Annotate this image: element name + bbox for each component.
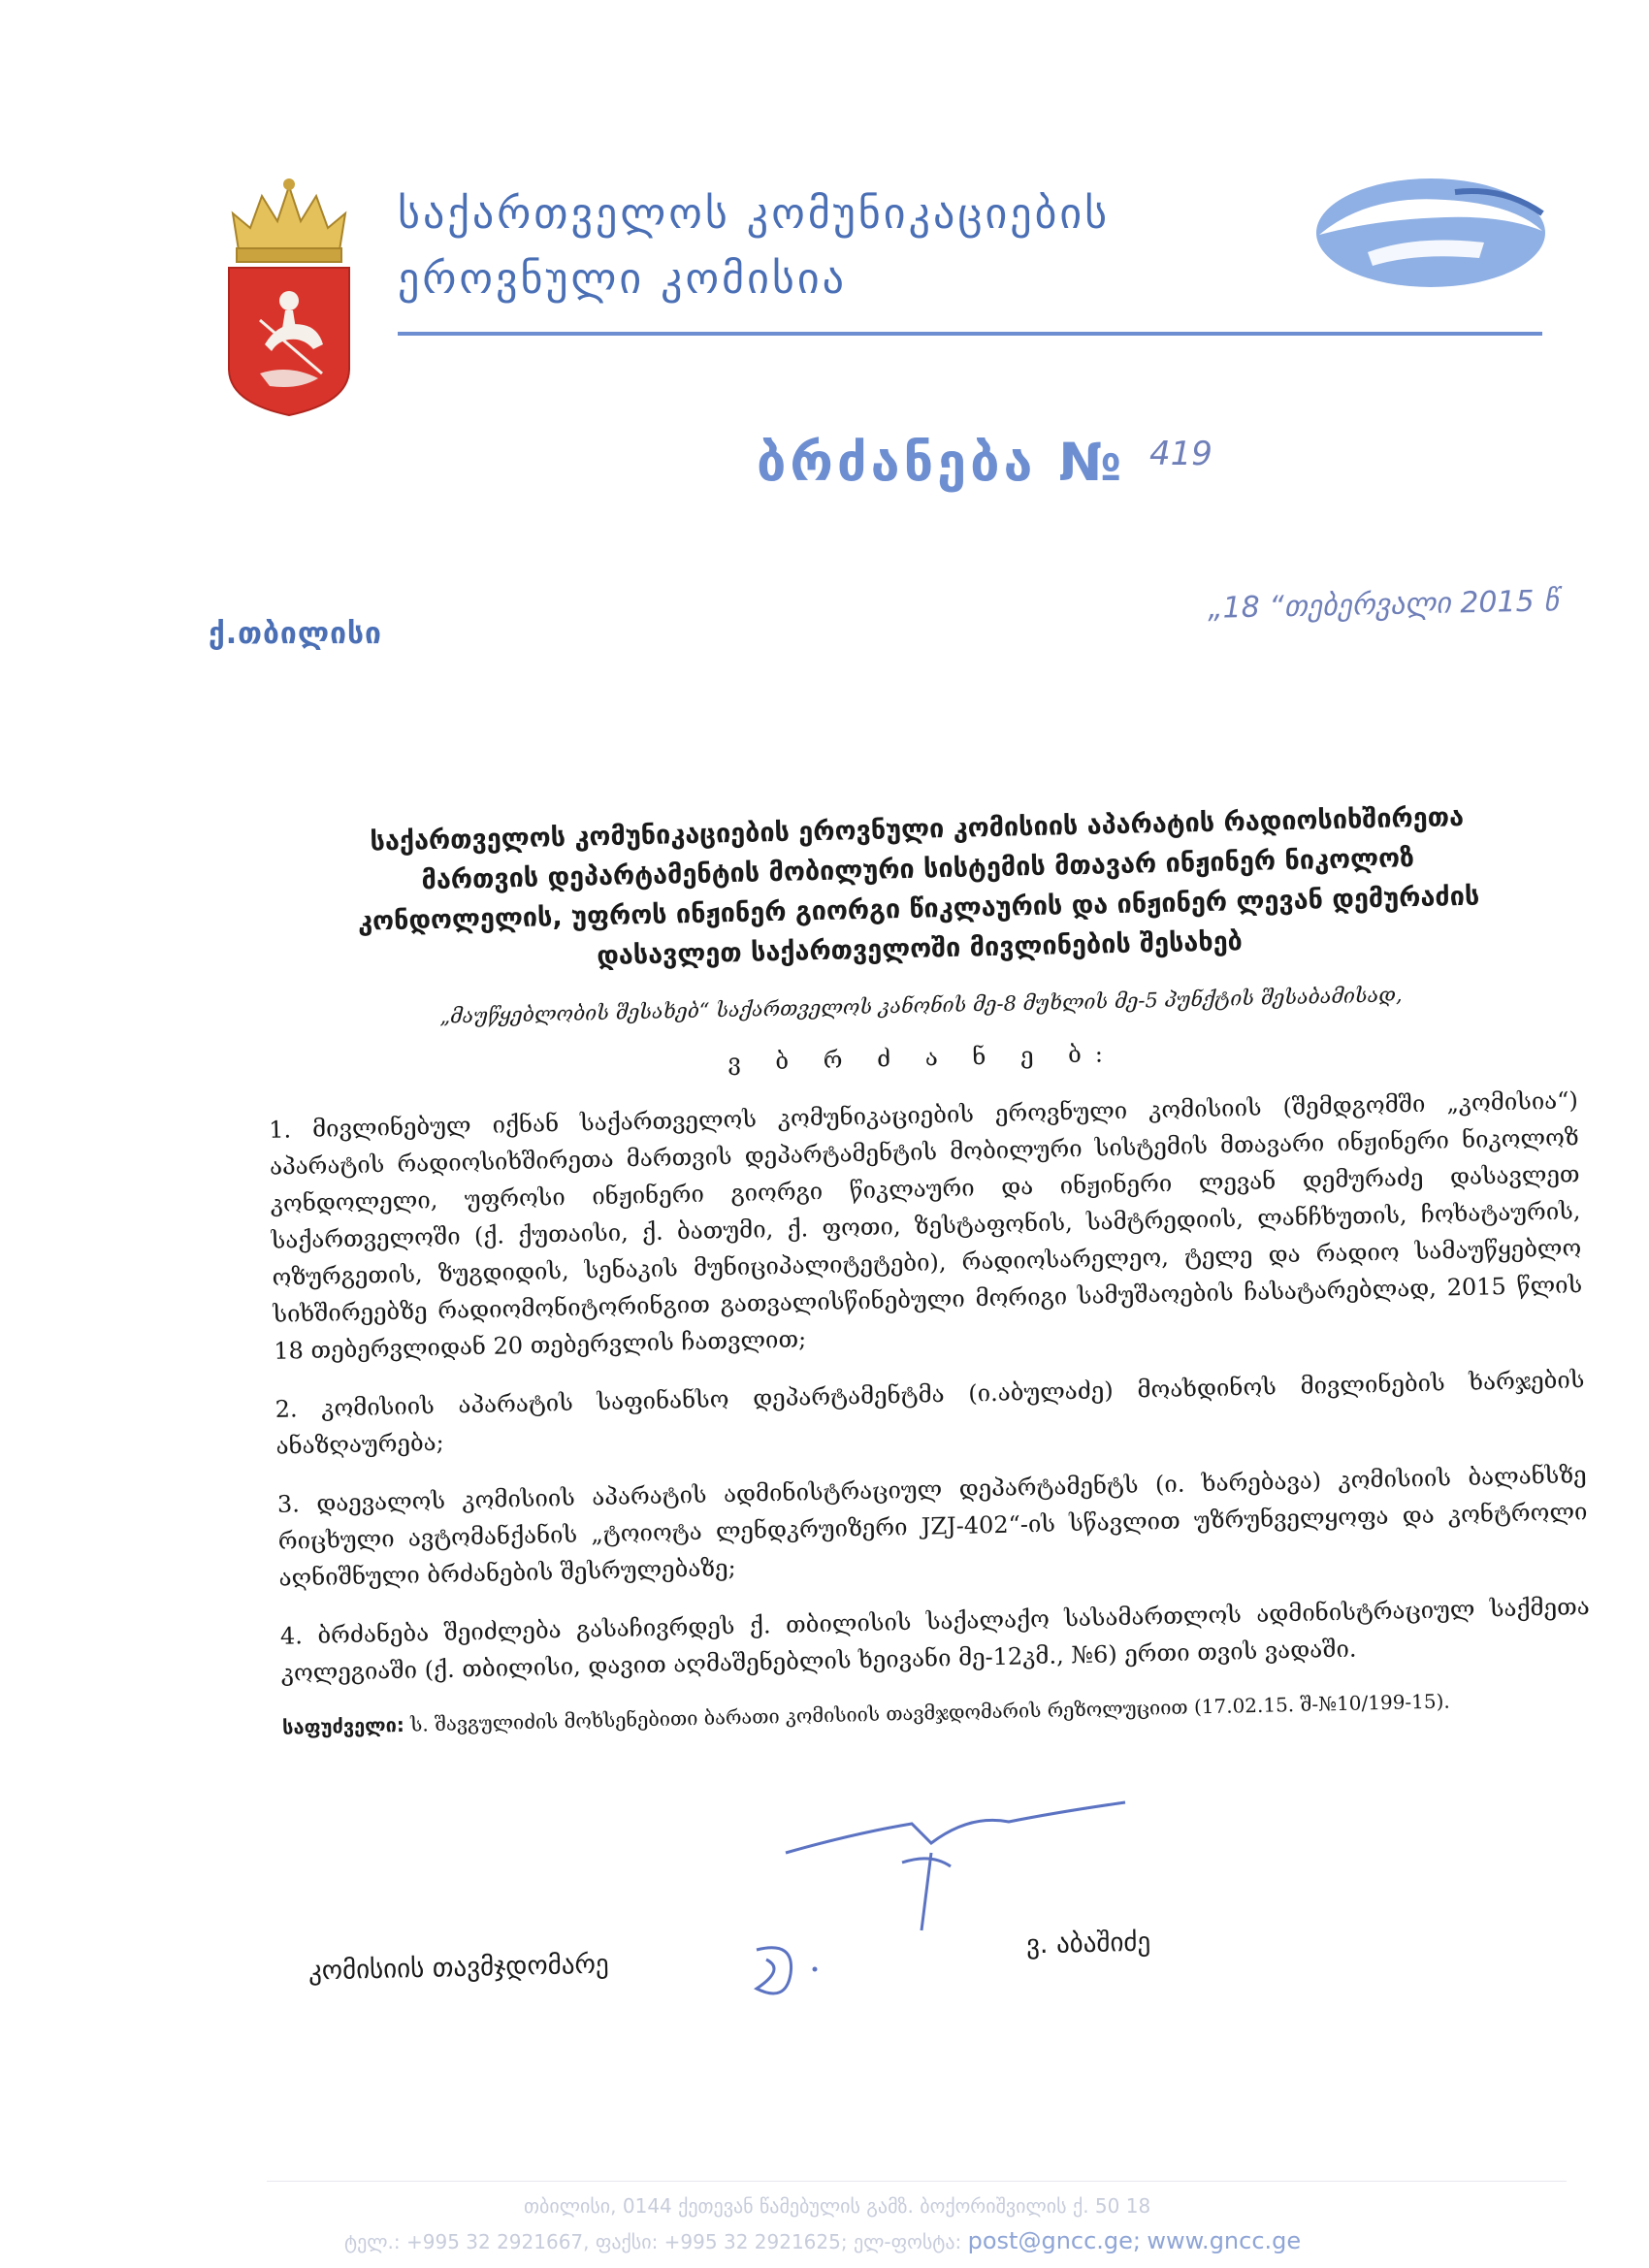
title-line: კონდოლელის, უფროს ინჟინერ გიორგი წიკლაურის და ინჟინერ ლევან დემურაძის xyxy=(357,881,1480,937)
header-divider xyxy=(398,332,1542,336)
decree-heading: ვ ბ რ ძ ა ნ ე ბ: xyxy=(728,1040,1117,1077)
basis-note xyxy=(282,1683,1592,1742)
footer-divider xyxy=(267,2181,1567,2182)
decree-item-3: 3. დაევალოს კომისიის აპარატის ადმინისტრაციულ დეპარტამენტს (ი. ხარებავა) კომისიის ბალანსზე რიცხული ავტომანქანის „ტოიოტა ლენდკრუიზერი JZJ-402“-ის სწავლით უზრუნველყოფა და კონტროლი აღნიშნული ბრძანების შესრულებაზე; xyxy=(276,1461,1588,1592)
decree-item-1: 1. მივლინებულ იქნან საქართველოს კომუნიკაციების ეროვნული კომისიის (შემდგომში „კომისია“) აპარატის რადიოსიხშირეთა მართვის დეპარტამენტის მობილური სისტემის მთავარი ინჟინერი ნიკოლოზ კონდოლელი, უფროსი ინჟინერი გიორგი წიკლაური და ინჟინერი ლევან დემურაძე დასავლეთ საქართველოში (ქ. ქუთაისი, ქ. ბათუმი, ქ. ფოთი, ზესტაფონის, სამტრედიის, ლანჩხუთის, ჩოხატაურის, ოზურგეთის, ზუგდიდის, სენაკის მუნიციპალიტეტები), რადიოსარელეო, ტელე და რადიო სამაუწყებლო სიხშირეებზე რადიომონიტორინგით გათვალისწინებული მორიგი სამუშაოების ჩასატარებლად, 2015 წლის 18 თებერვლიდან 20 თებერვლის ჩათვლით; xyxy=(268,1086,1583,1365)
basis-label: საფუძველი: xyxy=(281,1712,405,1739)
city-label: ქ.თბილისი xyxy=(209,617,382,651)
organization-name-line2: ეროვნული კომისია xyxy=(398,254,847,304)
organization-name-line1: საქართველოს კომუნიკაციების xyxy=(398,189,1111,239)
handwritten-signature xyxy=(737,1795,1145,2018)
order-number: 419 xyxy=(1149,435,1212,473)
footer-contacts xyxy=(344,2227,1301,2254)
footer-email[interactable]: post@gncc.ge; xyxy=(967,2227,1142,2254)
gncc-logo-icon xyxy=(1310,175,1552,291)
coat-of-arms-icon xyxy=(221,175,357,417)
footer-address: თბილისი, 0144 ქეთევან წამებულის გამზ. ბოქორიშვილის ქ. 50 18 xyxy=(524,2194,1151,2218)
document-title xyxy=(291,795,1545,983)
order-title: ბრძანება № xyxy=(757,432,1126,493)
title-line: დასავლეთ საქართველოში მივლინების შესახებ xyxy=(596,926,1244,972)
title-line: მართვის დეპარტამენტის მობილური სისტემის მთავარ ინჟინერ ნიკოლოზ xyxy=(421,843,1415,896)
signer-position: კომისიის თავმჯდომარე xyxy=(307,1949,610,1987)
order-date: „18 “თებერვალი 2015 წ xyxy=(1207,584,1560,626)
footer-website[interactable]: www.gncc.ge xyxy=(1147,2227,1302,2254)
basis-text: ს. შავგულიძის მოხსენებითი ბარათი კომისიის თავმჯდომარის რეზოლუციით (17.02.15. შ-№10/199-15). xyxy=(409,1689,1451,1736)
footer-phone: ტელ.: +995 32 2921667, ფაქსი: +995 32 2921625; ელ-ფოსტა: xyxy=(344,2230,962,2253)
decree-item-2: 2. კომისიის აპარატის საფინანსო დეპარტამენტმა (ი.აბულაძე) მოახდინოს მივლინების ხარჯების ანაზღაურება; xyxy=(275,1366,1585,1460)
signer-name: ვ. აბაშიძე xyxy=(1025,1927,1151,1960)
legal-basis-intro: „მაუწყებლობის შესახებ“ საქართველოს კანონის მე-8 მუხლის მე-5 პუნქტის შესაბამისად, xyxy=(438,983,1403,1028)
decree-item-4: 4. ბრძანება შეიძლება გასაჩივრდეს ქ. თბილისის საქალაქო სასამართლოს ადმინისტრაციულ საქმეთა კოლეგიაში (ქ. თბილისი, დავით აღმაშენებლის ხეივანი მე-12კმ., №6) ერთი თვის ვადაში. xyxy=(279,1593,1590,1687)
document-body xyxy=(262,794,1592,1741)
title-line: საქართველოს კომუნიკაციების ეროვნული კომისიის აპარატის რადიოსიხშირეთა xyxy=(370,801,1465,858)
